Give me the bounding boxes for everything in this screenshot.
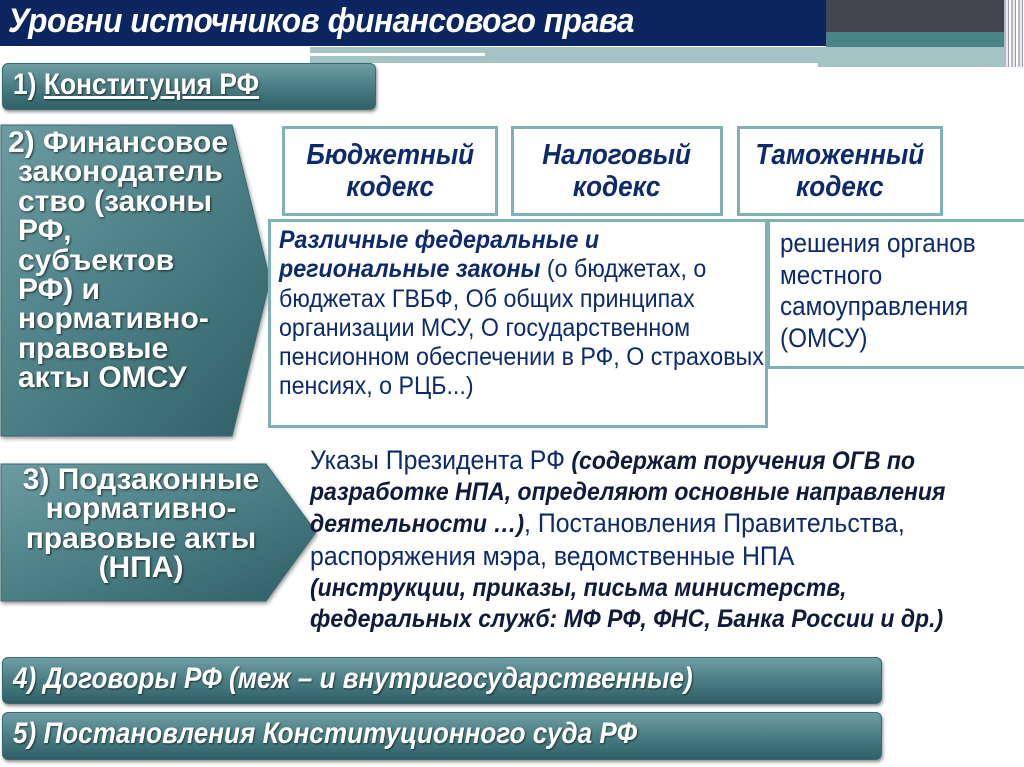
laws-detail: (о бюджетах, о бюджетах ГВБФ, Об общих принципах организации МСУ, О государственном пенсионном обеспечении в РФ, О страховых пенсиях, о РЦБ...) bbox=[279, 255, 764, 401]
separator: , bbox=[524, 508, 538, 539]
header-decoration-teal bbox=[826, 32, 1004, 47]
presidential-decrees-note: (содержат поручения ОГВ по разработке НПА, определяют основные направления деятельности …) bbox=[310, 447, 946, 539]
customs-code-box bbox=[737, 126, 943, 216]
level-4-label: 4) Договоры РФ (меж – и внутригосударственные) bbox=[13, 662, 693, 695]
budget-code-line2: кодекс bbox=[346, 171, 434, 203]
level-2-line: законодатель bbox=[18, 155, 223, 189]
level-3-line: (НПА) bbox=[98, 551, 184, 585]
level-2-line: ство (законы bbox=[18, 184, 212, 218]
customs-code-line2: кодекс bbox=[796, 171, 884, 203]
header-decoration-dark bbox=[826, 0, 1004, 32]
level-3-line: правовые акты bbox=[25, 521, 257, 555]
budget-code-box bbox=[282, 126, 498, 216]
level-1-number: 1) bbox=[13, 68, 37, 101]
federal-regional-laws-box bbox=[268, 219, 768, 428]
constitution-link[interactable]: Конституция РФ bbox=[43, 68, 260, 101]
header-decoration-stripes bbox=[1004, 0, 1024, 67]
level-2-line: нормативно- bbox=[18, 302, 209, 336]
level-1-label bbox=[13, 68, 259, 102]
omsu-text: решения органов местного самоуправления (ОМСУ) bbox=[780, 228, 976, 353]
title-bar bbox=[0, 0, 826, 46]
level-2-line: правовые bbox=[18, 331, 169, 365]
header-decoration-line bbox=[318, 63, 818, 67]
level-4-treaties bbox=[2, 657, 882, 704]
departmental-note: (инструкции, приказы, письма министерств, федеральных служб: МФ РФ, ФНС, Банка России и др.) bbox=[310, 574, 944, 633]
level-3-bylaws bbox=[6, 465, 276, 583]
tax-code-box bbox=[511, 126, 723, 216]
level-2-line: акты ОМСУ bbox=[18, 361, 187, 395]
header-decoration-line bbox=[310, 53, 485, 56]
level-1-constitution bbox=[2, 63, 376, 110]
level-5-label: 5) Постановления Конституционного суда РФ bbox=[13, 717, 638, 750]
omsu-decisions-box bbox=[767, 219, 1024, 369]
level-2-line: РФ, bbox=[18, 214, 72, 248]
level-2-line: субъектов bbox=[18, 243, 175, 277]
government-resolutions: Постановления Правительства, bbox=[537, 508, 905, 539]
customs-code-line1: Таможенный bbox=[755, 138, 925, 171]
presidential-decrees: Указы Президента РФ bbox=[310, 445, 565, 475]
laws-emphasis: Различные федеральные и региональные законы bbox=[279, 226, 600, 284]
level-5-constitutional-court bbox=[2, 712, 882, 760]
level-3-line: 3) Подзаконные bbox=[22, 463, 260, 496]
bylaws-description bbox=[310, 444, 1010, 634]
tax-code-line1: Налоговый bbox=[542, 138, 692, 171]
tax-code-line2: кодекс bbox=[573, 171, 661, 203]
slide-title: Уровни источников финансового права bbox=[8, 2, 634, 40]
level-2-line: РФ) и bbox=[18, 272, 100, 306]
level-3-line: нормативно- bbox=[45, 492, 237, 526]
budget-code-line1: Бюджетный bbox=[306, 138, 474, 171]
level-2-line: 2) Финансовое bbox=[8, 126, 229, 159]
level-2-financial-legislation bbox=[8, 128, 268, 393]
mayor-orders: распоряжения мэра, ведомственные НПА bbox=[310, 541, 795, 572]
